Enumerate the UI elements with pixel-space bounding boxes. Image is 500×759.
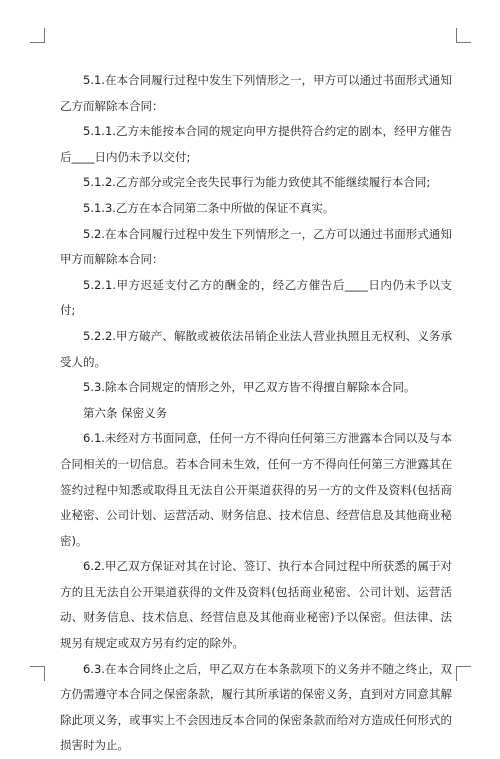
clause-5-1: 5.1.在本合同履行过程中发生下列情形之一，甲方可以通过书面形式通知乙方而解除本合同： [60, 73, 452, 113]
crop-mark-top-left [30, 28, 45, 43]
crop-mark-bottom-left [30, 666, 45, 681]
clause-6-3: 6.3.在本合同终止之后，甲乙双方在本条款项下的义务并不随之终止，双方仍需遵守本合同之保密条款，履行其所承诺的保密义务，直到对方同意其解除此项义务，或事实上不会因违反本合同的保密条款而给对方造成任何形式的损害时为止。 [60, 661, 452, 753]
clause-5-2: 5.2.在本合同履行过程中发生下列情形之一，乙方可以通过书面形式通知甲方而解除本合同： [60, 226, 452, 267]
clause-5-1-2: 5.1.2.乙方部分或完全丧失民事行为能力致使其不能继续履行本合同; [83, 175, 431, 190]
crop-mark-top-right [456, 28, 471, 43]
crop-mark-bottom-right [456, 666, 471, 681]
clause-6-2: 6.2.甲乙双方保证对其在讨论、签订、执行本合同过程中所获悉的属于对方的且无法自公开渠道获得的文件及资料(包括商业秘密、公司计划、运营活动、财务信息、技术信息、经营信息及其他商业秘密)予以保密。但法律、法规另有规定或双方另有约定的除外。 [60, 559, 452, 651]
clause-5-2-1: 5.2.1.甲方迟延支付乙方的酬金的，经乙方催告后____日内仍未予以支付; [60, 277, 452, 318]
clause-5-1-3: 5.1.3.乙方在本合同第二条中所做的保证不真实。 [83, 200, 335, 215]
section-heading-6: 第六条 保密义务 [83, 405, 168, 420]
clause-5-1-1: 5.1.1.乙方未能按本合同的规定向甲方提供符合约定的剧本，经甲方催告后____日内仍未予以交付; [60, 124, 452, 164]
clause-6-1: 6.1.未经对方书面同意，任何一方不得向任何第三方泄露本合同以及与本合同相关的一切信息。若本合同未生效，任何一方不得向任何第三方泄露其在签约过程中知悉或取得且无法自公开渠道获得的另一方的文件及资料(包括商业秘密、公司计划、运营活动、财务信息、技术信息、经营信息及其他商业秘密)。 [60, 431, 452, 548]
clause-5-3: 5.3.除本合同规定的情形之外，甲乙双方皆不得擅自解除本合同。 [83, 380, 416, 395]
clause-5-2-2: 5.2.2.甲方破产、解散或被依法吊销企业法人营业执照且无权利、义务承受人的。 [60, 328, 452, 369]
document-body [60, 68, 452, 759]
